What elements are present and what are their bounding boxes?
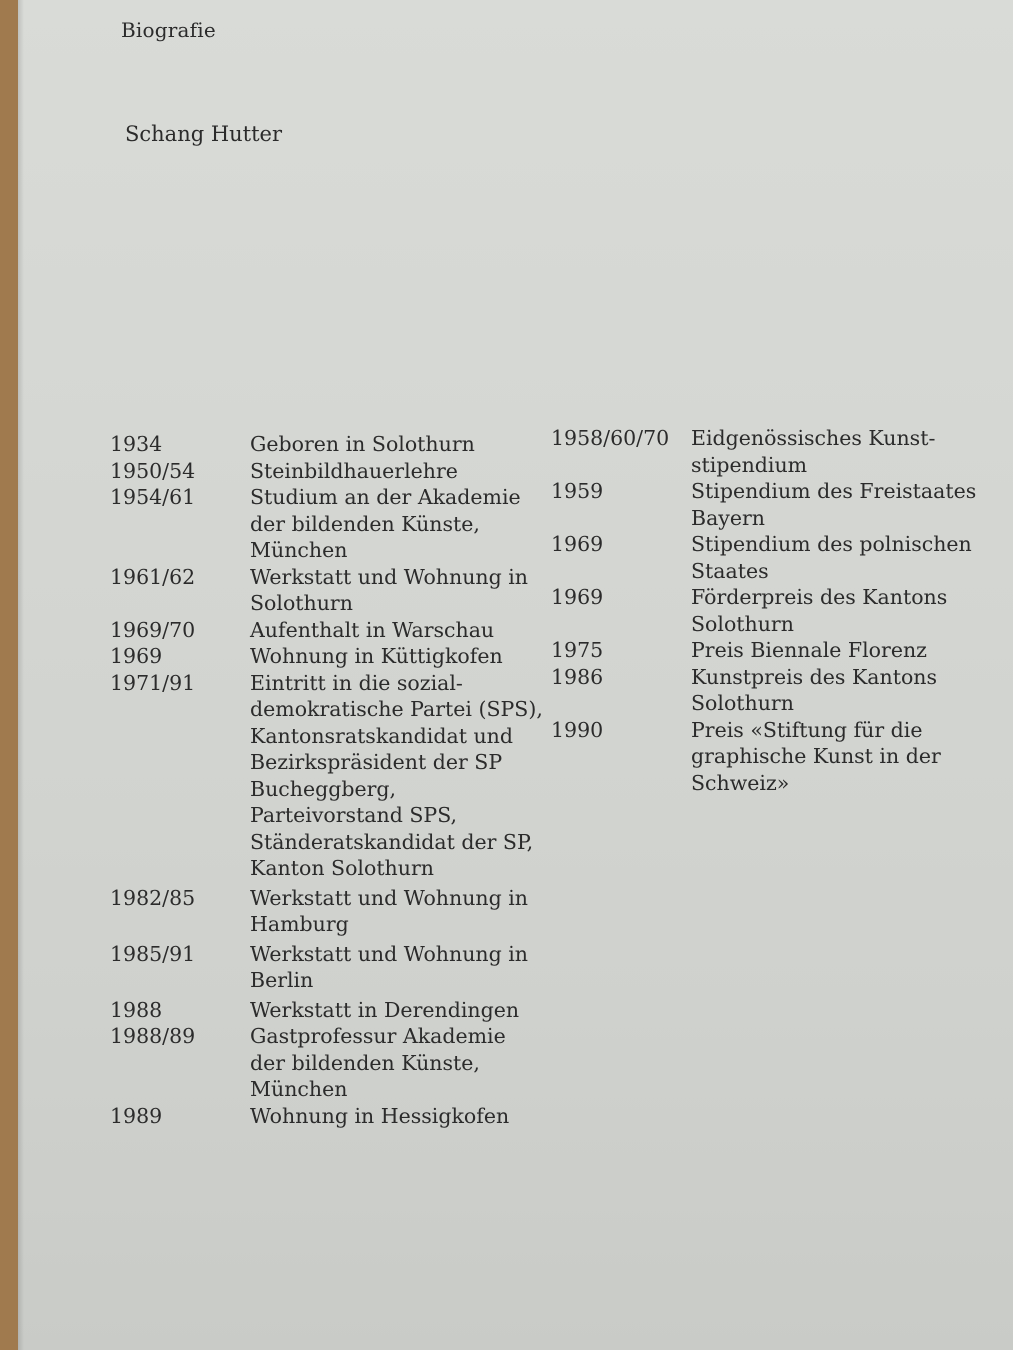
- entry-year: 1982/85: [110, 885, 196, 910]
- entry-year: 1969/70: [110, 617, 196, 642]
- entry-year: 1988/89: [110, 1024, 196, 1048]
- description-line: Solothurn: [250, 591, 353, 615]
- entry-description: [250, 670, 543, 882]
- description-line: Werkstatt und Wohnung in: [250, 941, 529, 966]
- section-label: Biografie: [121, 18, 216, 42]
- timeline-entry: [110, 431, 550, 458]
- description-line: Berlin: [250, 968, 314, 992]
- description-line: Eidgenössisches Kunst-: [691, 426, 936, 450]
- description-line: Preis «Stiftung für die: [691, 717, 923, 742]
- description-line: Eintritt in die sozial-: [250, 670, 463, 695]
- description-line: Geboren in Solothurn: [250, 432, 475, 456]
- award-description: [691, 637, 927, 664]
- description-line: Werkstatt in Derendingen: [250, 997, 520, 1022]
- entry-year: 1985/91: [110, 941, 196, 966]
- entry-year: 1969: [110, 644, 163, 668]
- timeline-entry: [110, 1023, 550, 1103]
- award-year: 1986: [551, 664, 604, 689]
- timeline-entry: [110, 1103, 550, 1130]
- timeline-entry: [110, 458, 550, 485]
- artist-name: Schang Hutter: [125, 122, 283, 146]
- award-year: 1969: [551, 585, 604, 609]
- entry-year: 1989: [110, 1103, 163, 1128]
- award-description: [691, 717, 941, 797]
- timeline-entry: [110, 670, 550, 882]
- entry-year: 1988: [110, 997, 163, 1022]
- description-line: stipendium: [691, 452, 808, 477]
- timeline-entry: [110, 643, 550, 670]
- description-line: demokratische Partei (SPS),: [250, 697, 543, 721]
- entry-description: [250, 484, 521, 564]
- timeline-entry: [110, 617, 550, 644]
- entry-year: 1961/62: [110, 564, 196, 589]
- description-line: Studium an der Akademie: [250, 485, 521, 509]
- biography-timeline-left: [110, 431, 550, 1129]
- description-line: Steinbildhauerlehre: [250, 458, 458, 483]
- page-edge-shadow: [18, 0, 24, 1350]
- awards-timeline-right: [551, 425, 1011, 796]
- description-line: Stipendium des Freistaates: [691, 479, 977, 503]
- description-line: Kantonsratskandidat und: [250, 723, 513, 748]
- document-page: [18, 0, 1013, 1350]
- entry-description: [250, 1023, 506, 1103]
- entry-description: [250, 643, 503, 670]
- entry-description: [250, 885, 528, 938]
- description-line: Wohnung in Küttigkofen: [250, 644, 503, 668]
- description-line: Werkstatt und Wohnung in: [250, 885, 529, 910]
- description-line: Preis Biennale Florenz: [691, 638, 927, 662]
- award-entry: [551, 584, 1011, 637]
- description-line: Solothurn: [691, 611, 794, 636]
- award-year: 1958/60/70: [551, 426, 670, 450]
- entry-year: 1954/61: [110, 485, 196, 509]
- award-year: 1969: [551, 532, 604, 556]
- description-line: Wohnung in Hessigkofen: [250, 1103, 510, 1128]
- award-year: 1990: [551, 717, 604, 742]
- entry-description: [250, 997, 519, 1024]
- description-line: Förderpreis des Kantons: [691, 585, 948, 609]
- award-entry: [551, 637, 1011, 664]
- entry-year: 1950/54: [110, 458, 196, 483]
- award-entry: [551, 531, 1011, 584]
- award-year: 1975: [551, 638, 604, 662]
- description-line: Staates: [691, 558, 769, 583]
- description-line: Parteivorstand SPS,: [250, 803, 458, 827]
- description-line: Schweiz»: [691, 770, 790, 795]
- award-entry: [551, 717, 1011, 797]
- entry-year: 1934: [110, 432, 163, 456]
- description-line: Bezirkspräsident der SP: [250, 750, 503, 774]
- award-year: 1959: [551, 479, 604, 503]
- description-line: Solothurn: [691, 691, 794, 715]
- description-line: München: [250, 1077, 348, 1101]
- description-line: der bildenden Künste,: [250, 511, 480, 536]
- award-description: [691, 425, 935, 478]
- timeline-entry: [110, 941, 550, 994]
- description-line: Gastprofessur Akademie: [250, 1024, 506, 1048]
- award-description: [691, 531, 972, 584]
- award-entry: [551, 425, 1011, 478]
- timeline-entry: [110, 564, 550, 617]
- description-line: Bayern: [691, 505, 766, 530]
- description-line: graphische Kunst in der: [691, 744, 941, 768]
- description-line: der bildenden Künste,: [250, 1050, 480, 1075]
- entry-description: [250, 458, 458, 485]
- description-line: Aufenthalt in Warschau: [250, 617, 495, 642]
- description-line: Bucheggberg,: [250, 776, 397, 801]
- description-line: Werkstatt und Wohnung in: [250, 564, 529, 589]
- description-line: München: [250, 538, 348, 562]
- entry-description: [250, 617, 494, 644]
- timeline-entry: [110, 885, 550, 938]
- award-description: [691, 584, 947, 637]
- entry-description: [250, 1103, 509, 1130]
- description-line: Ständeratskandidat der SP,: [250, 829, 534, 854]
- description-line: Kunstpreis des Kantons: [691, 664, 938, 689]
- entry-year: 1971/91: [110, 670, 196, 695]
- award-description: [691, 478, 976, 531]
- description-line: Kanton Solothurn: [250, 856, 434, 880]
- entry-description: [250, 941, 528, 994]
- entry-description: [250, 564, 528, 617]
- award-entry: [551, 664, 1011, 717]
- timeline-entry: [110, 997, 550, 1024]
- timeline-entry: [110, 484, 550, 564]
- award-description: [691, 664, 937, 717]
- award-entry: [551, 478, 1011, 531]
- description-line: Stipendium des polnischen: [691, 532, 972, 556]
- description-line: Hamburg: [250, 912, 349, 936]
- entry-description: [250, 431, 475, 458]
